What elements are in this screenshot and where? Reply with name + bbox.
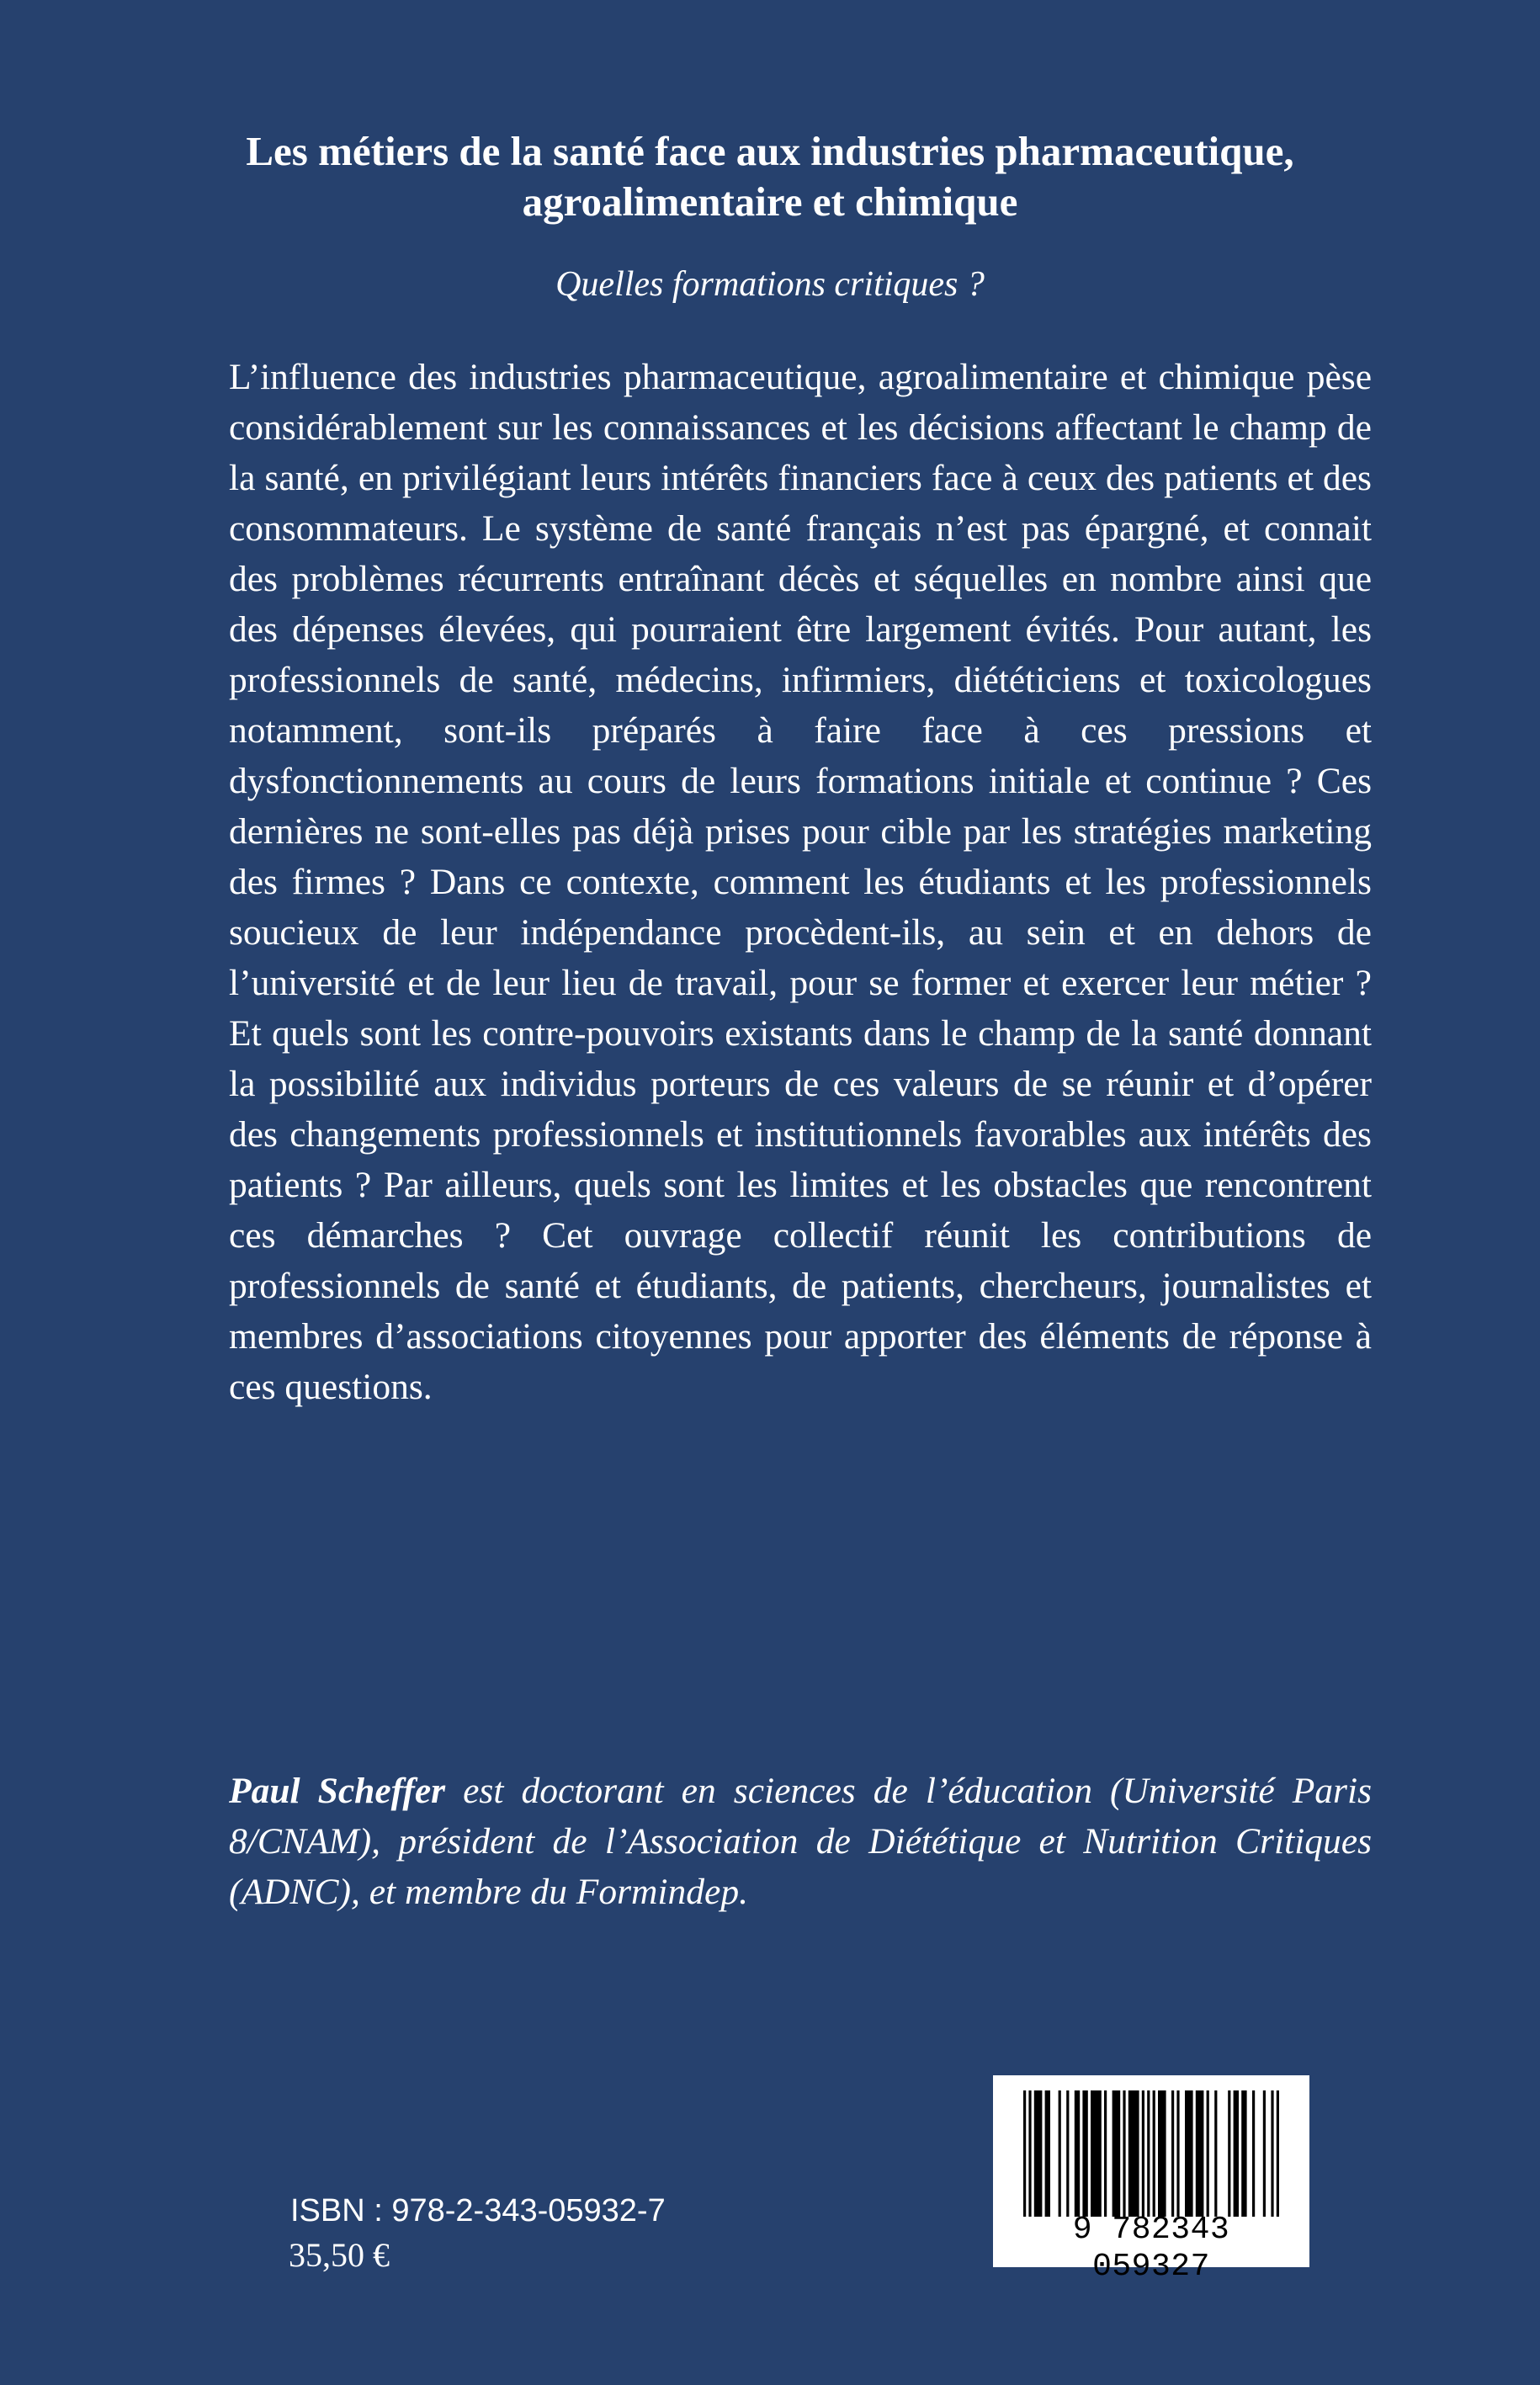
barcode-bar — [1123, 2090, 1125, 2217]
book-title-line-1: Les métiers de la santé face aux industries pharmaceutique, — [246, 128, 1294, 174]
barcode-bar — [1214, 2090, 1217, 2217]
author-bio — [229, 1766, 1372, 1917]
barcode-bar — [1075, 2090, 1080, 2217]
barcode-bar — [1252, 2090, 1255, 2217]
barcode-bar — [1171, 2090, 1174, 2217]
barcode-bar — [1196, 2090, 1204, 2217]
barcode-bar — [1153, 2090, 1155, 2217]
barcode-bar — [1128, 2090, 1139, 2217]
book-title-line-2: agroalimentaire et chimique — [522, 178, 1018, 225]
barcode-bar — [1091, 2090, 1102, 2217]
author-bio-text: est doctorant en sciences de l’éducation (Université Paris 8/CNAM), président de l’Association de Diététique et Nutrition Critiques (ADNC), et membre du Formindep. — [229, 1771, 1372, 1912]
barcode-bar — [1142, 2090, 1144, 2217]
book-title — [168, 126, 1372, 227]
barcode-bar — [1271, 2090, 1273, 2217]
barcode-bar — [1059, 2090, 1061, 2217]
barcode-bar — [1241, 2090, 1246, 2217]
summary-paragraph: L’influence des industries pharmaceutique, agroalimentaire et chimique pèse considérablement sur les connaissances et les décisions affectant le champ de la santé, en privilégiant leurs intérêts financiers face à ceux des patients et des consommateurs. Le système de santé français n’est pas épargné, et connait des problèmes récurrents entraînant décès et séquelles en nombre ainsi que des dépenses élevées, qui pourraient être largement évités. Pour autant, les professionnels de santé, médecins, infirmiers, diététiciens et toxicologues notamment, sont-ils préparés à faire face à ces pressions et dysfonctionnements au cours de leurs formations initiale et continue ? Ces dernières ne sont-elles pas déjà prises pour cible par les stratégies marketing des firmes ? Dans ce contexte, comment les étudiants et les professionnels soucieux de leur indépendance procèdent-ils, au sein et en dehors de l’université et de leur lieu de travail, pour se former et exercer leur métier ? Et quels sont les contre-pouvoirs existants dans le champ de la santé donnant la possibilité aux individus porteurs de ces valeurs de se réunir et d’opérer des changements professionnels et institutionnels favorables aux intérêts des patients ? Par ailleurs, quels sont les limites et les obstacles que rencontrent ces démarches ? Cet ouvrage collectif réunit les contributions de professionnels de santé et étudiants, de patients, chercheurs, journalistes et membres d’associations citoyennes pour apporter des éléments de réponse à ces questions. — [229, 357, 1372, 1407]
barcode-digits: 9 782343 059327 — [1072, 2212, 1230, 2285]
barcode-bar — [1228, 2090, 1230, 2217]
barcode-bar — [1023, 2090, 1026, 2217]
barcode-bar — [1263, 2090, 1266, 2217]
barcode-bar — [1185, 2090, 1193, 2217]
barcode-bar — [1277, 2090, 1279, 2217]
book-subtitle: Quelles formations critiques ? — [555, 265, 985, 304]
barcode-bar — [1066, 2090, 1069, 2217]
isbn-label: ISBN : 978-2-343-05932-7 — [290, 2193, 666, 2228]
barcode-bar — [1104, 2090, 1107, 2217]
barcode-bar — [1045, 2090, 1050, 2217]
barcode-bar — [1113, 2090, 1121, 2217]
barcode — [993, 2075, 1309, 2285]
barcode-bar — [1082, 2090, 1087, 2217]
barcode-bar — [1207, 2090, 1209, 2217]
barcode-bar — [1028, 2090, 1031, 2217]
price-label: 35,50 € — [289, 2236, 390, 2274]
barcode-bar — [1034, 2090, 1043, 2217]
barcode-bar — [1234, 2090, 1239, 2217]
barcode-bars — [1023, 2090, 1279, 2217]
barcode-bar — [1158, 2090, 1166, 2217]
barcode-bar — [1147, 2090, 1150, 2217]
barcode-bar — [1176, 2090, 1179, 2217]
author-name: Paul Scheffer — [229, 1771, 446, 1811]
